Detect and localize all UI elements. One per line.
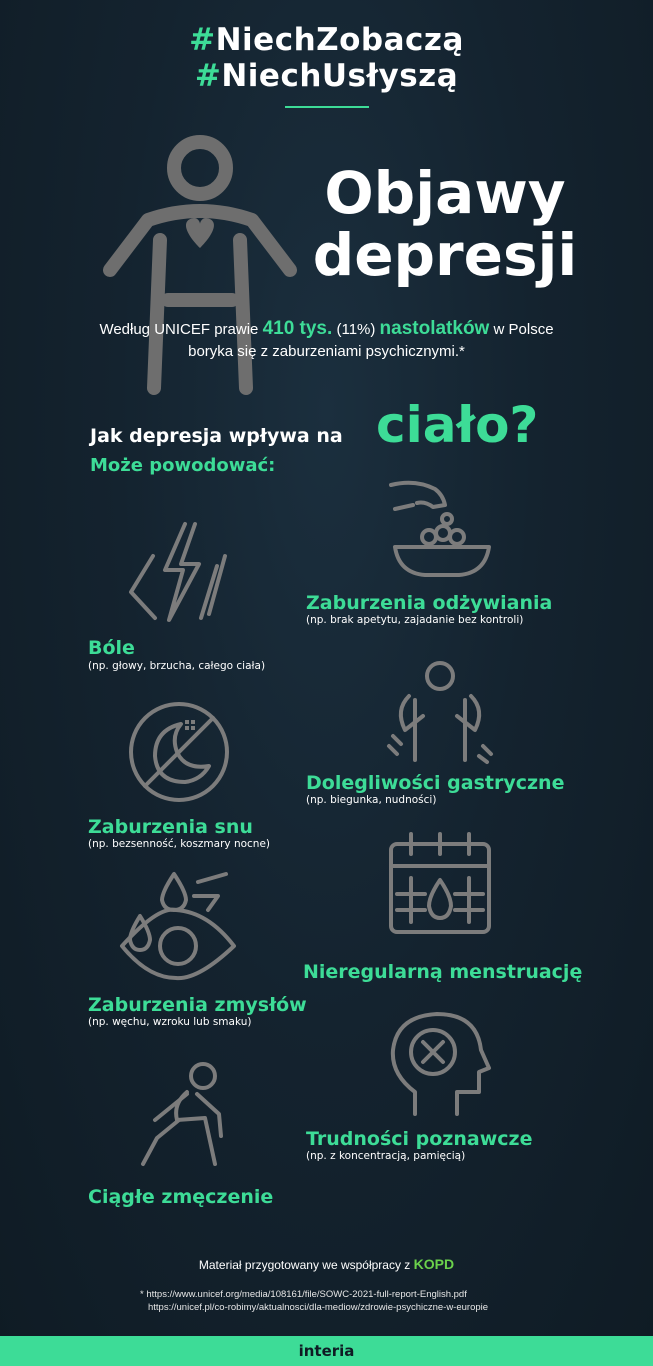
hashtag-text: NiechZobaczą	[215, 22, 464, 58]
hashtag-niech-zobacza	[0, 22, 653, 58]
no-sleep-icon	[125, 700, 235, 805]
pain-lightning-icon	[125, 520, 235, 625]
hash-symbol: #	[194, 58, 222, 94]
symptom-title-eating: Zaburzenia odżywiania	[306, 592, 553, 614]
title-line-2: depresji	[312, 221, 578, 289]
head-cross-icon	[385, 1010, 495, 1120]
intro-part: Według UNICEF prawie	[99, 321, 263, 338]
hashtag-niech-uslysza	[0, 58, 653, 94]
tired-person-icon	[135, 1060, 245, 1170]
symptom-note-eating: (np. brak apetytu, zajadanie bez kontroli)	[306, 614, 524, 626]
source-star: *	[140, 1289, 144, 1300]
footer-bar	[0, 1336, 653, 1366]
symptom-title-senses: Zaburzenia zmysłów	[88, 994, 307, 1016]
intro-highlight-count: 410 tys.	[262, 318, 333, 339]
interia-logo[interactable]: interia	[298, 1342, 355, 1360]
page-title	[300, 159, 590, 289]
food-bowl-icon	[385, 475, 495, 580]
symptom-title-cognitive: Trudności poznawcze	[306, 1128, 533, 1150]
calendar-drop-icon	[385, 830, 495, 935]
header-divider	[285, 106, 369, 108]
hashtag-text: NiechUsłyszą	[221, 58, 459, 94]
intro-part: w Polsce	[489, 321, 554, 338]
sources	[140, 1288, 488, 1314]
hash-symbol: #	[189, 22, 216, 58]
eye-senses-icon	[118, 870, 238, 982]
question-prefix: Jak depresja wpływa na	[90, 425, 343, 447]
question-subtitle: Może powodować:	[90, 455, 276, 476]
symptom-note-sleep: (np. bezsenność, koszmary nocne)	[88, 838, 271, 850]
intro-line-1	[40, 318, 613, 341]
intro-part: (11%)	[332, 321, 380, 338]
cooperation-note	[0, 1256, 653, 1272]
symptom-title-sleep: Zaburzenia snu	[88, 816, 253, 838]
symptom-note-pain: (np. głowy, brzucha, całego ciała)	[88, 660, 266, 672]
symptom-title-menstruation: Nieregularną menstruację	[303, 961, 583, 983]
question-highlight: ciało?	[376, 396, 539, 454]
intro-highlight-teens: nastolatków	[379, 318, 490, 339]
source-link-1[interactable]: https://www.unicef.org/media/108161/file/SOWC-2021-full-report-English.pdf	[146, 1289, 467, 1300]
kopd-logo: KOPD	[413, 1256, 455, 1272]
intro-line-2: boryka się z zaburzeniami psychicznymi.*	[188, 343, 465, 360]
cooperation-text: Materiał przygotowany we współpracy z	[198, 1258, 411, 1272]
stomach-pain-icon	[385, 660, 495, 765]
symptom-title-gastric: Dolegliwości gastryczne	[306, 772, 565, 794]
symptom-title-pain: Bóle	[88, 637, 135, 659]
symptom-note-cognitive: (np. z koncentracją, pamięcią)	[306, 1150, 466, 1162]
symptom-note-gastric: (np. biegunka, nudności)	[306, 794, 437, 806]
title-line-1: Objawy	[324, 159, 566, 227]
intro-text	[40, 318, 613, 363]
source-link-2[interactable]: https://unicef.pl/co-robimy/aktualnosci/dla-mediow/zdrowie-psychiczne-w-europie	[148, 1302, 489, 1313]
source-line-1	[140, 1288, 488, 1301]
symptom-note-senses: (np. węchu, wzroku lub smaku)	[88, 1016, 252, 1028]
symptom-title-fatigue: Ciągłe zmęczenie	[88, 1186, 274, 1208]
